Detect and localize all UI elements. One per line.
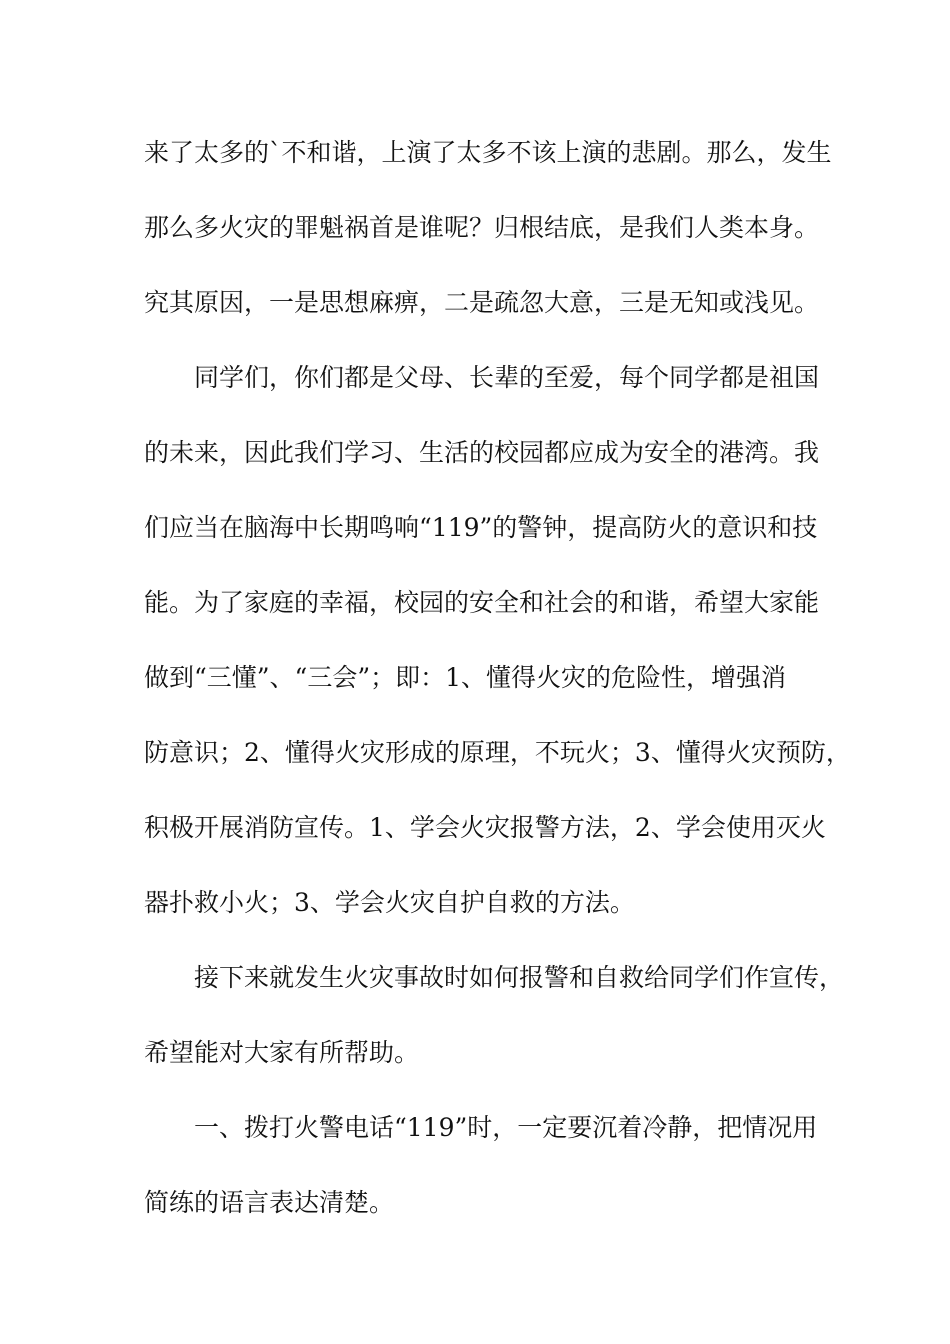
text-line: 积极开展消防宣传。1、学会火灾报警方法，2、学会使用灭火 xyxy=(144,813,826,842)
text-line: 来了太多的`不和谐，上演了太多不该上演的悲剧。那么，发生 xyxy=(144,138,832,167)
text-line: 们应当在脑海中长期鸣响“119”的警钟，提高防火的意识和技 xyxy=(144,513,818,542)
text-line: 能。为了家庭的幸福，校园的安全和社会的和谐，希望大家能 xyxy=(144,588,820,617)
paragraph-start-line: 接下来就发生火灾事故时如何报警和自救给同学们作宣传， xyxy=(194,963,845,992)
text-line: 简练的语言表达清楚。 xyxy=(144,1188,395,1217)
text-line: 究其原因，一是思想麻痹，二是疏忽大意，三是无知或浅见。 xyxy=(144,288,820,317)
text-line: 防意识；2、懂得火灾形成的原理，不玩火；3、懂得火灾预防， xyxy=(144,738,851,767)
text-line: 做到“三懂”、“三会”；即：1、懂得火灾的危险性，增强消 xyxy=(144,663,787,692)
paragraph-start-line: 一、拨打火警电话“119”时，一定要沉着冷静，把情况用 xyxy=(194,1113,818,1142)
text-line: 器扑救小火；3、学会火灾自护自救的方法。 xyxy=(144,888,635,917)
text-line: 希望能对大家有所帮助。 xyxy=(144,1038,420,1067)
paragraph-start-line: 同学们，你们都是父母、长辈的至爱，每个同学都是祖国 xyxy=(194,363,820,392)
text-line: 那么多火灾的罪魁祸首是谁呢？归根结底，是我们人类本身。 xyxy=(144,213,820,242)
text-line: 的未来，因此我们学习、生活的校园都应成为安全的港湾。我 xyxy=(144,438,820,467)
